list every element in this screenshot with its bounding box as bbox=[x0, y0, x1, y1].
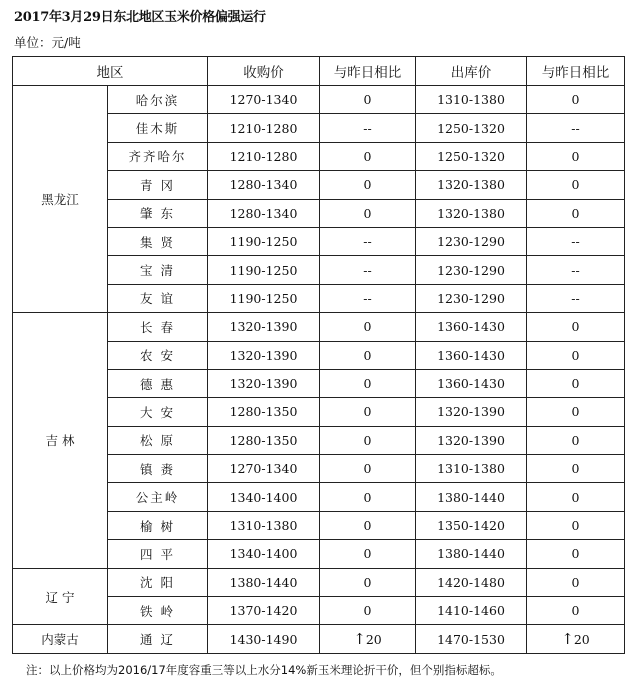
buy-price-cell: 1210-1280 bbox=[208, 114, 320, 142]
buy-price-cell: 1190-1250 bbox=[208, 284, 320, 312]
buy-price-cell: 1310-1380 bbox=[208, 511, 320, 539]
change-value: 0 bbox=[363, 518, 372, 534]
change-value: -- bbox=[363, 262, 372, 278]
change-value: 0 bbox=[571, 461, 580, 477]
header-row bbox=[13, 57, 625, 86]
city-cell: 友 谊 bbox=[108, 284, 208, 312]
buy-price-cell: 1320-1390 bbox=[208, 369, 320, 397]
sell-price-cell: 1310-1380 bbox=[416, 455, 527, 483]
buy-price-cell: 1280-1350 bbox=[208, 398, 320, 426]
header-sell-price: 出库价 bbox=[416, 57, 527, 86]
buy-change-cell bbox=[320, 284, 416, 312]
change-value: 0 bbox=[363, 546, 372, 562]
change-value: 0 bbox=[363, 461, 372, 477]
sell-price-cell: 1320-1390 bbox=[416, 426, 527, 454]
buy-change-cell bbox=[320, 313, 416, 341]
sell-price-cell: 1310-1380 bbox=[416, 86, 527, 114]
city-cell: 镇 赉 bbox=[108, 455, 208, 483]
sell-price-cell: 1350-1420 bbox=[416, 511, 527, 539]
buy-price-cell: 1340-1400 bbox=[208, 483, 320, 511]
change-value: 0 bbox=[571, 404, 580, 420]
region-cell: 辽 宁 bbox=[13, 568, 108, 625]
region-cell: 黑龙江 bbox=[13, 86, 108, 313]
buy-price-cell: 1280-1340 bbox=[208, 171, 320, 199]
table-row bbox=[13, 86, 625, 114]
buy-change-cell bbox=[320, 199, 416, 227]
change-value: 0 bbox=[363, 404, 372, 420]
change-value: -- bbox=[363, 234, 372, 250]
change-value: 0 bbox=[363, 603, 372, 619]
buy-change-cell bbox=[320, 540, 416, 568]
change-value: 0 bbox=[571, 546, 580, 562]
sell-price-cell: 1250-1320 bbox=[416, 142, 527, 170]
change-value: -- bbox=[363, 290, 372, 306]
sell-price-cell: 1320-1390 bbox=[416, 398, 527, 426]
sell-price-cell: 1420-1480 bbox=[416, 568, 527, 596]
change-value: 0 bbox=[571, 376, 580, 392]
buy-price-cell: 1370-1420 bbox=[208, 597, 320, 625]
sell-change-cell bbox=[527, 625, 625, 653]
sell-price-cell: 1250-1320 bbox=[416, 114, 527, 142]
buy-change-cell bbox=[320, 426, 416, 454]
buy-change-cell bbox=[320, 114, 416, 142]
up-arrow-icon: ↑ bbox=[353, 630, 366, 649]
change-value: -- bbox=[363, 120, 372, 136]
change-value: -- bbox=[571, 234, 580, 250]
sell-change-cell bbox=[527, 142, 625, 170]
buy-change-cell bbox=[320, 142, 416, 170]
buy-price-cell: 1190-1250 bbox=[208, 227, 320, 255]
sell-change-cell bbox=[527, 398, 625, 426]
city-cell: 沈 阳 bbox=[108, 568, 208, 596]
sell-price-cell: 1410-1460 bbox=[416, 597, 527, 625]
change-value: 0 bbox=[363, 347, 372, 363]
buy-change-cell bbox=[320, 625, 416, 653]
header-sell-change: 与昨日相比 bbox=[527, 57, 625, 86]
city-cell: 宝 清 bbox=[108, 256, 208, 284]
change-value: 0 bbox=[571, 574, 580, 590]
buy-change-cell bbox=[320, 398, 416, 426]
buy-price-cell: 1320-1390 bbox=[208, 313, 320, 341]
table-row bbox=[13, 625, 625, 653]
sell-change-cell bbox=[527, 483, 625, 511]
sell-change-cell bbox=[527, 597, 625, 625]
buy-change-cell bbox=[320, 597, 416, 625]
buy-price-cell: 1340-1400 bbox=[208, 540, 320, 568]
change-value: 0 bbox=[571, 92, 580, 108]
header-buy-price: 收购价 bbox=[208, 57, 320, 86]
buy-change-cell bbox=[320, 455, 416, 483]
buy-change-cell bbox=[320, 227, 416, 255]
sell-change-cell bbox=[527, 511, 625, 539]
city-cell: 松 原 bbox=[108, 426, 208, 454]
change-value: 20 bbox=[573, 632, 590, 648]
change-value: 0 bbox=[571, 148, 580, 164]
table-row bbox=[13, 313, 625, 341]
sell-change-cell bbox=[527, 341, 625, 369]
city-cell: 佳木斯 bbox=[108, 114, 208, 142]
change-value: 0 bbox=[363, 92, 372, 108]
city-cell: 哈尔滨 bbox=[108, 86, 208, 114]
change-value: 0 bbox=[363, 319, 372, 335]
buy-price-cell: 1210-1280 bbox=[208, 142, 320, 170]
up-arrow-icon: ↑ bbox=[561, 630, 574, 649]
sell-price-cell: 1230-1290 bbox=[416, 227, 527, 255]
sell-change-cell bbox=[527, 313, 625, 341]
buy-change-cell bbox=[320, 256, 416, 284]
change-value: 0 bbox=[571, 177, 580, 193]
buy-price-cell: 1280-1340 bbox=[208, 199, 320, 227]
buy-change-cell bbox=[320, 171, 416, 199]
change-value: 0 bbox=[363, 177, 372, 193]
sell-price-cell: 1470-1530 bbox=[416, 625, 527, 653]
city-cell: 农 安 bbox=[108, 341, 208, 369]
region-cell: 吉 林 bbox=[13, 313, 108, 569]
change-value: 0 bbox=[363, 574, 372, 590]
sell-price-cell: 1360-1430 bbox=[416, 341, 527, 369]
sell-price-cell: 1360-1430 bbox=[416, 369, 527, 397]
change-value: 0 bbox=[363, 376, 372, 392]
city-cell: 通 辽 bbox=[108, 625, 208, 653]
change-value: 0 bbox=[571, 205, 580, 221]
buy-price-cell: 1320-1390 bbox=[208, 341, 320, 369]
city-cell: 铁 岭 bbox=[108, 597, 208, 625]
city-cell: 集 贤 bbox=[108, 227, 208, 255]
header-buy-change: 与昨日相比 bbox=[320, 57, 416, 86]
unit-label: 单位：元/吨 bbox=[14, 35, 81, 50]
city-cell: 肇 东 bbox=[108, 199, 208, 227]
change-value: -- bbox=[571, 262, 580, 278]
change-value: 0 bbox=[571, 489, 580, 505]
page-title: 2017年3月29日东北地区玉米价格偏强运行 bbox=[14, 10, 266, 25]
change-value: -- bbox=[571, 120, 580, 136]
sell-change-cell bbox=[527, 171, 625, 199]
corn-price-table bbox=[12, 56, 625, 654]
city-cell: 四 平 bbox=[108, 540, 208, 568]
sell-change-cell bbox=[527, 114, 625, 142]
table-body bbox=[13, 86, 625, 654]
buy-price-cell: 1380-1440 bbox=[208, 568, 320, 596]
buy-change-cell bbox=[320, 483, 416, 511]
buy-change-cell bbox=[320, 369, 416, 397]
change-value: 0 bbox=[363, 489, 372, 505]
city-cell: 大 安 bbox=[108, 398, 208, 426]
buy-price-cell: 1270-1340 bbox=[208, 455, 320, 483]
buy-price-cell: 1190-1250 bbox=[208, 256, 320, 284]
change-value: 20 bbox=[365, 632, 382, 648]
header-region: 地区 bbox=[13, 57, 208, 86]
buy-change-cell bbox=[320, 86, 416, 114]
buy-price-cell: 1280-1350 bbox=[208, 426, 320, 454]
sell-change-cell bbox=[527, 426, 625, 454]
sell-change-cell bbox=[527, 540, 625, 568]
sell-change-cell bbox=[527, 284, 625, 312]
city-cell: 青 冈 bbox=[108, 171, 208, 199]
city-cell: 公主岭 bbox=[108, 483, 208, 511]
footnote: 注：以上价格均为2016/17年度容重三等以上水分14%新玉米理论折干价，但个别指标超标。 bbox=[26, 663, 502, 677]
sell-price-cell: 1230-1290 bbox=[416, 256, 527, 284]
change-value: 0 bbox=[571, 319, 580, 335]
change-value: 0 bbox=[571, 603, 580, 619]
table-row bbox=[13, 568, 625, 596]
sell-price-cell: 1320-1380 bbox=[416, 199, 527, 227]
change-value: 0 bbox=[363, 432, 372, 448]
sell-change-cell bbox=[527, 568, 625, 596]
change-value: 0 bbox=[363, 148, 372, 164]
buy-change-cell bbox=[320, 511, 416, 539]
change-value: 0 bbox=[571, 432, 580, 448]
sell-price-cell: 1320-1380 bbox=[416, 171, 527, 199]
buy-change-cell bbox=[320, 341, 416, 369]
sell-change-cell bbox=[527, 86, 625, 114]
change-value: 0 bbox=[363, 205, 372, 221]
sell-price-cell: 1380-1440 bbox=[416, 483, 527, 511]
buy-price-cell: 1270-1340 bbox=[208, 86, 320, 114]
sell-change-cell bbox=[527, 199, 625, 227]
sell-change-cell bbox=[527, 256, 625, 284]
sell-price-cell: 1360-1430 bbox=[416, 313, 527, 341]
sell-change-cell bbox=[527, 455, 625, 483]
city-cell: 榆 树 bbox=[108, 511, 208, 539]
buy-change-cell bbox=[320, 568, 416, 596]
change-value: -- bbox=[571, 290, 580, 306]
sell-change-cell bbox=[527, 369, 625, 397]
city-cell: 长 春 bbox=[108, 313, 208, 341]
change-value: 0 bbox=[571, 518, 580, 534]
city-cell: 齐齐哈尔 bbox=[108, 142, 208, 170]
sell-price-cell: 1380-1440 bbox=[416, 540, 527, 568]
change-value: 0 bbox=[571, 347, 580, 363]
city-cell: 德 惠 bbox=[108, 369, 208, 397]
region-cell: 内蒙古 bbox=[13, 625, 108, 653]
sell-change-cell bbox=[527, 227, 625, 255]
sell-price-cell: 1230-1290 bbox=[416, 284, 527, 312]
buy-price-cell: 1430-1490 bbox=[208, 625, 320, 653]
